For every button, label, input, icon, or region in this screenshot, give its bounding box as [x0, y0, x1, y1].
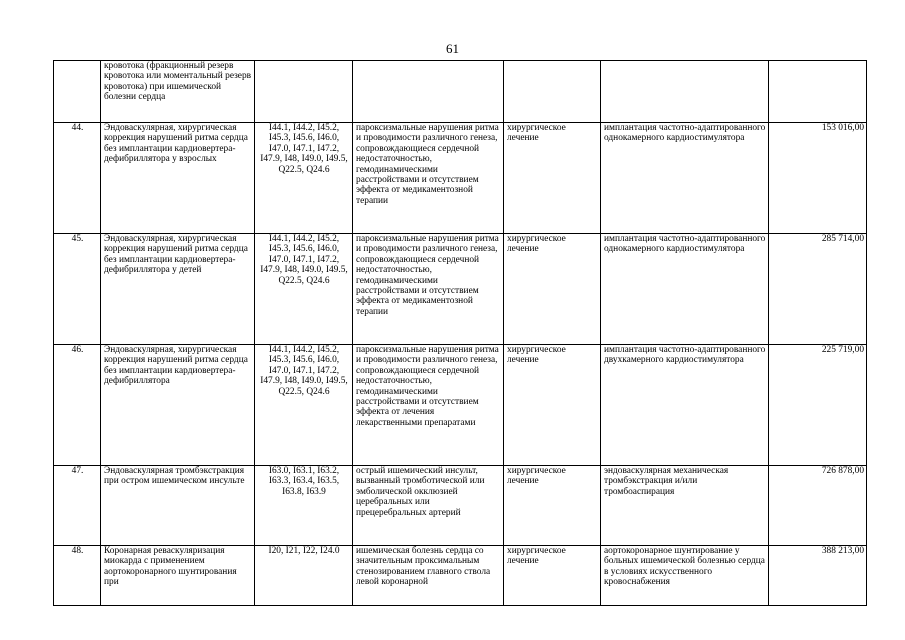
icd-codes: I44.1, I44.2, I45.2, I45.3, I45.6, I46.0, I47.0, I47.1, I47.2, I47.9, I48, I49.0, I49.5, Q22.5, Q24.6 [255, 345, 353, 466]
treatment-type [504, 61, 601, 123]
icd-codes [255, 61, 353, 123]
treatment-method: аортокоронарное шунтирование у больных ишемической болезнью сердца в условиях искусственного кровоснабжения [601, 546, 769, 606]
icd-codes: I44.1, I44.2, I45.2, I45.3, I45.6, I46.0, I47.0, I47.1, I47.2, I47.9, I48, I49.0, I49.5, Q22.5, Q24.6 [255, 234, 353, 345]
page-number: 61 [446, 41, 459, 56]
table-row [54, 61, 867, 123]
row-number: 47. [54, 466, 101, 546]
service-name: Эндоваскулярная, хирургическая коррекция нарушений ритма сердца без имплантации кардиовертера-дефибриллятора [101, 345, 255, 466]
treatment-method [601, 61, 769, 123]
service-name: Эндоваскулярная, хирургическая коррекция нарушений ритма сердца без имплантации кардиовертера-дефибриллятора у детей [101, 234, 255, 345]
patient-model: ишемическая болезнь сердца со значительным проксимальным стенозированием главного ствола левой коронарной [353, 546, 504, 606]
icd-codes: I20, I21, I22, I24.0 [255, 546, 353, 606]
services-table [53, 60, 867, 606]
treatment-type: хирургическое лечение [504, 466, 601, 546]
price-value: 285 714,00 [769, 234, 867, 345]
row-number [54, 61, 101, 123]
price-value [769, 61, 867, 123]
patient-model: пароксизмальные нарушения ритма и проводимости различного генеза, сопровождающиеся сердечной недостаточностью, гемодинамическими расстройствами и отсутствием эффекта от медикаментозной терапии [353, 123, 504, 234]
icd-codes: I44.1, I44.2, I45.2, I45.3, I45.6, I46.0, I47.0, I47.1, I47.2, I47.9, I48, I49.0, I49.5, Q22.5, Q24.6 [255, 123, 353, 234]
service-name: Коронарная реваскуляризация миокарда с применением аортокоронарного шунтирования при [101, 546, 255, 606]
row-number: 48. [54, 546, 101, 606]
service-name: кровотока (фракционный резерв кровотока или моментальный резерв кровотока) при ишемической болезни сердца [101, 61, 255, 123]
row-number: 45. [54, 234, 101, 345]
price-value: 153 016,00 [769, 123, 867, 234]
patient-model: острый ишемический инсульт, вызванный тромботической или эмболической окклюзией церебральных или прецеребральных артерий [353, 466, 504, 546]
treatment-method: имплантация частотно-адаптированного двухкамерного кардиостимулятора [601, 345, 769, 466]
row-number: 44. [54, 123, 101, 234]
patient-model [353, 61, 504, 123]
treatment-method: эндоваскулярная механическая тромбэкстракция и/или тромбоаспирация [601, 466, 769, 546]
treatment-method: имплантация частотно-адаптированного однокамерного кардиостимулятора [601, 123, 769, 234]
price-value: 225 719,00 [769, 345, 867, 466]
treatment-type: хирургическое лечение [504, 546, 601, 606]
table-row [54, 466, 867, 546]
table-row [54, 345, 867, 466]
treatment-type: хирургическое лечение [504, 345, 601, 466]
treatment-type: хирургическое лечение [504, 123, 601, 234]
row-number: 46. [54, 345, 101, 466]
table-row [54, 234, 867, 345]
service-name: Эндоваскулярная, хирургическая коррекция нарушений ритма сердца без имплантации кардиовертера-дефибриллятора у взрослых [101, 123, 255, 234]
table-row [54, 546, 867, 606]
patient-model: пароксизмальные нарушения ритма и проводимости различного генеза, сопровождающиеся сердечной недостаточностью, гемодинамическими расстройствами и отсутствием эффекта от медикаментозной терапии [353, 234, 504, 345]
price-value: 726 878,00 [769, 466, 867, 546]
icd-codes: I63.0, I63.1, I63.2, I63.3, I63.4, I63.5, I63.8, I63.9 [255, 466, 353, 546]
treatment-method: имплантация частотно-адаптированного однокамерного кардиостимулятора [601, 234, 769, 345]
price-value: 388 213,00 [769, 546, 867, 606]
service-name: Эндоваскулярная тромбэкстракция при остром ишемическом инсульте [101, 466, 255, 546]
patient-model: пароксизмальные нарушения ритма и проводимости различного генеза, сопровождающиеся сердечной недостаточностью, гемодинамическими расстройствами и отсутствием эффекта от лечения лекарственными препаратами [353, 345, 504, 466]
table-row [54, 123, 867, 234]
treatment-type: хирургическое лечение [504, 234, 601, 345]
